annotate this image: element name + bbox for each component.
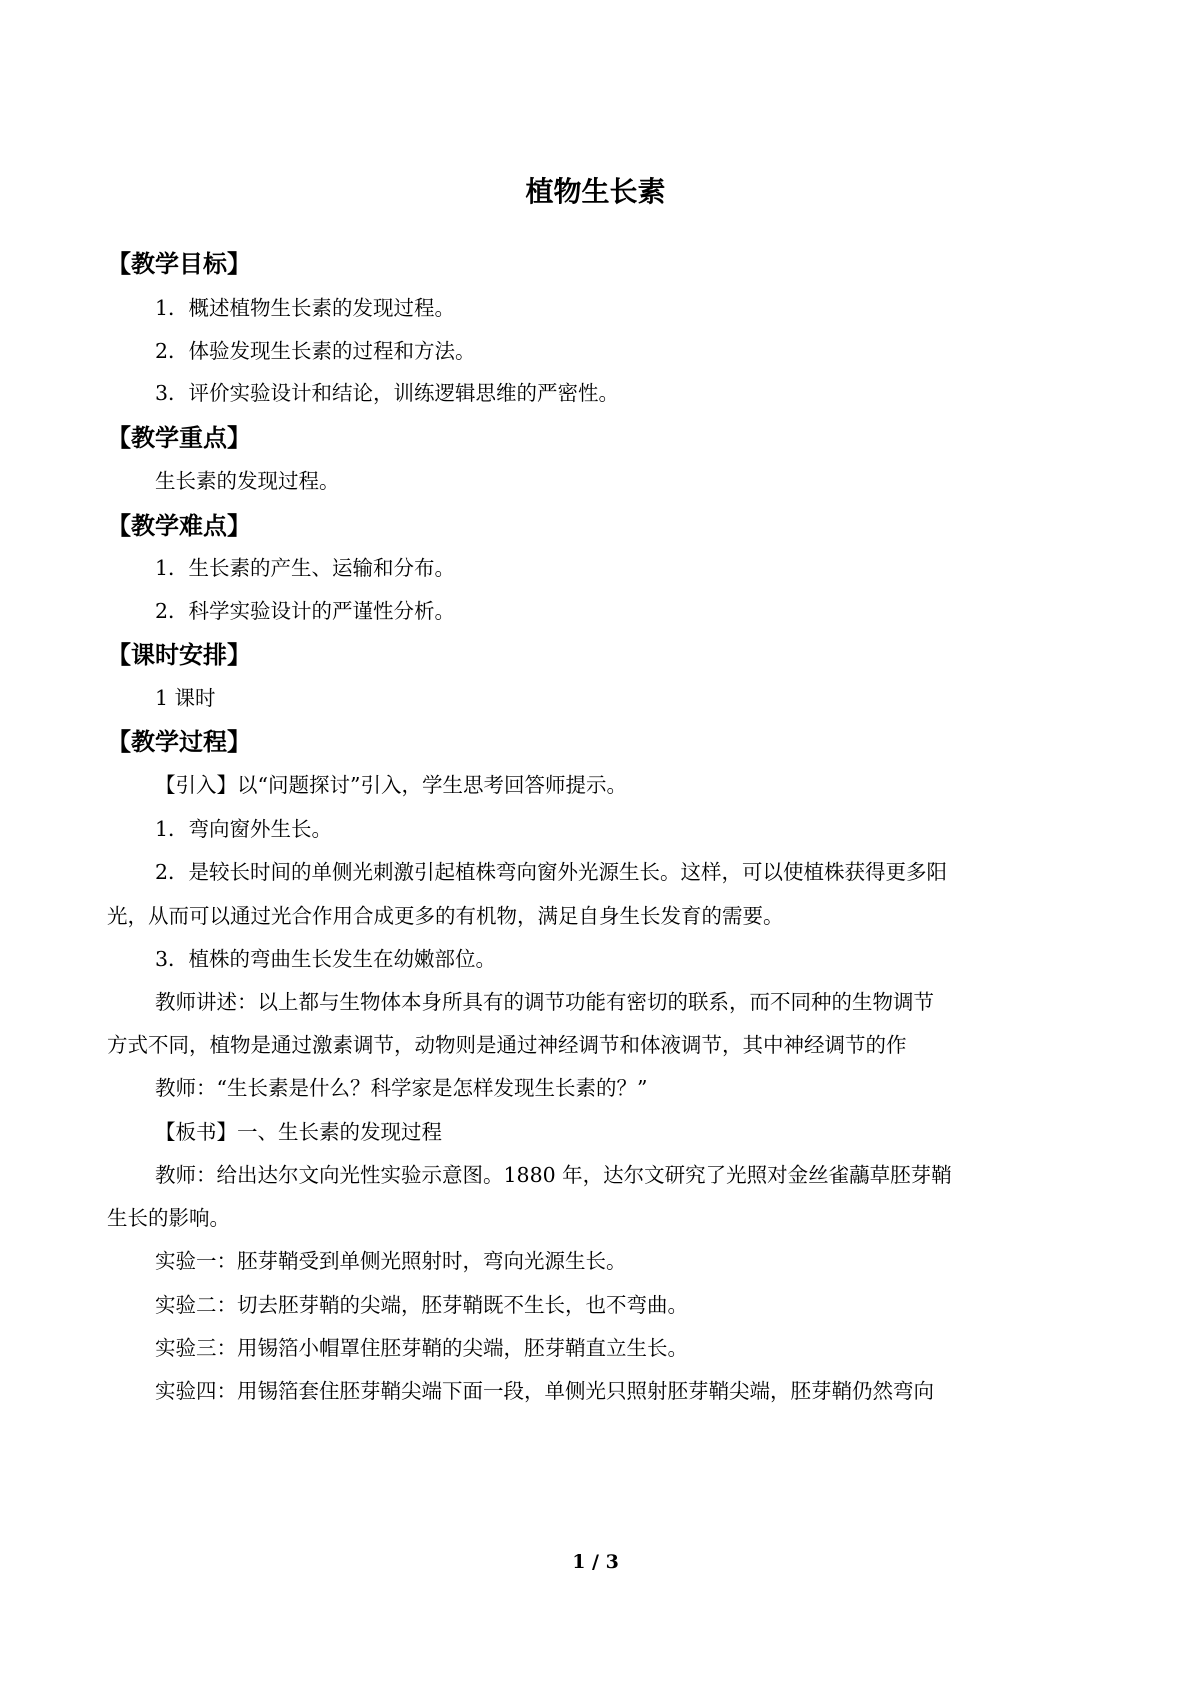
section-heading-key-points: 【教学重点】 xyxy=(107,424,251,452)
process-line: 1．弯向窗外生长。 xyxy=(155,817,333,841)
process-line: 教师讲述：以上都与生物体本身所具有的调节功能有密切的联系，而不同种的生物调节 xyxy=(155,990,934,1014)
page-number: 1 / 3 xyxy=(572,1551,619,1573)
process-line: 实验四：用锡箔套住胚芽鞘尖端下面一段，单侧光只照射胚芽鞘尖端，胚芽鞘仍然弯向 xyxy=(155,1379,934,1403)
schedule-text: 1 课时 xyxy=(155,686,216,710)
section-heading-objectives: 【教学目标】 xyxy=(107,250,251,278)
process-line: 教师：给出达尔文向光性实验示意图。1880 年，达尔文研究了光照对金丝雀虉草胚芽鞘 xyxy=(155,1163,952,1187)
process-line: 方式不同，植物是通过激素调节，动物则是通过神经调节和体液调节，其中神经调节的作 xyxy=(107,1033,907,1057)
process-line: 实验一：胚芽鞘受到单侧光照射时，弯向光源生长。 xyxy=(155,1249,627,1273)
difficulty-item: 2．科学实验设计的严谨性分析。 xyxy=(155,599,456,623)
objective-item: 3．评价实验设计和结论，训练逻辑思维的严密性。 xyxy=(155,381,620,405)
objective-item: 1．概述植物生长素的发现过程。 xyxy=(155,296,456,320)
process-line: 教师：“生长素是什么？科学家是怎样发现生长素的？” xyxy=(155,1076,648,1100)
section-heading-process: 【教学过程】 xyxy=(107,728,251,756)
process-line: 生长的影响。 xyxy=(107,1206,230,1230)
section-heading-schedule: 【课时安排】 xyxy=(107,641,251,669)
process-line: 2．是较长时间的单侧光刺激引起植株弯向窗外光源生长。这样，可以使植株获得更多阳 xyxy=(155,860,948,884)
process-line: 3．植株的弯曲生长发生在幼嫩部位。 xyxy=(155,947,497,971)
process-line: 【板书】一、生长素的发现过程 xyxy=(155,1120,442,1144)
process-line: 实验二：切去胚芽鞘的尖端，胚芽鞘既不生长，也不弯曲。 xyxy=(155,1293,688,1317)
difficulty-item: 1．生长素的产生、运输和分布。 xyxy=(155,556,456,580)
process-line: 【引入】以“问题探讨”引入，学生思考回答师提示。 xyxy=(155,773,627,797)
section-heading-difficulties: 【教学难点】 xyxy=(107,512,251,540)
process-line: 光，从而可以通过光合作用合成更多的有机物，满足自身生长发育的需要。 xyxy=(107,904,784,928)
key-points-text: 生长素的发现过程。 xyxy=(155,469,340,493)
objective-item: 2．体验发现生长素的过程和方法。 xyxy=(155,339,476,363)
process-line: 实验三：用锡箔小帽罩住胚芽鞘的尖端，胚芽鞘直立生长。 xyxy=(155,1336,688,1360)
page-title: 植物生长素 xyxy=(525,175,666,208)
